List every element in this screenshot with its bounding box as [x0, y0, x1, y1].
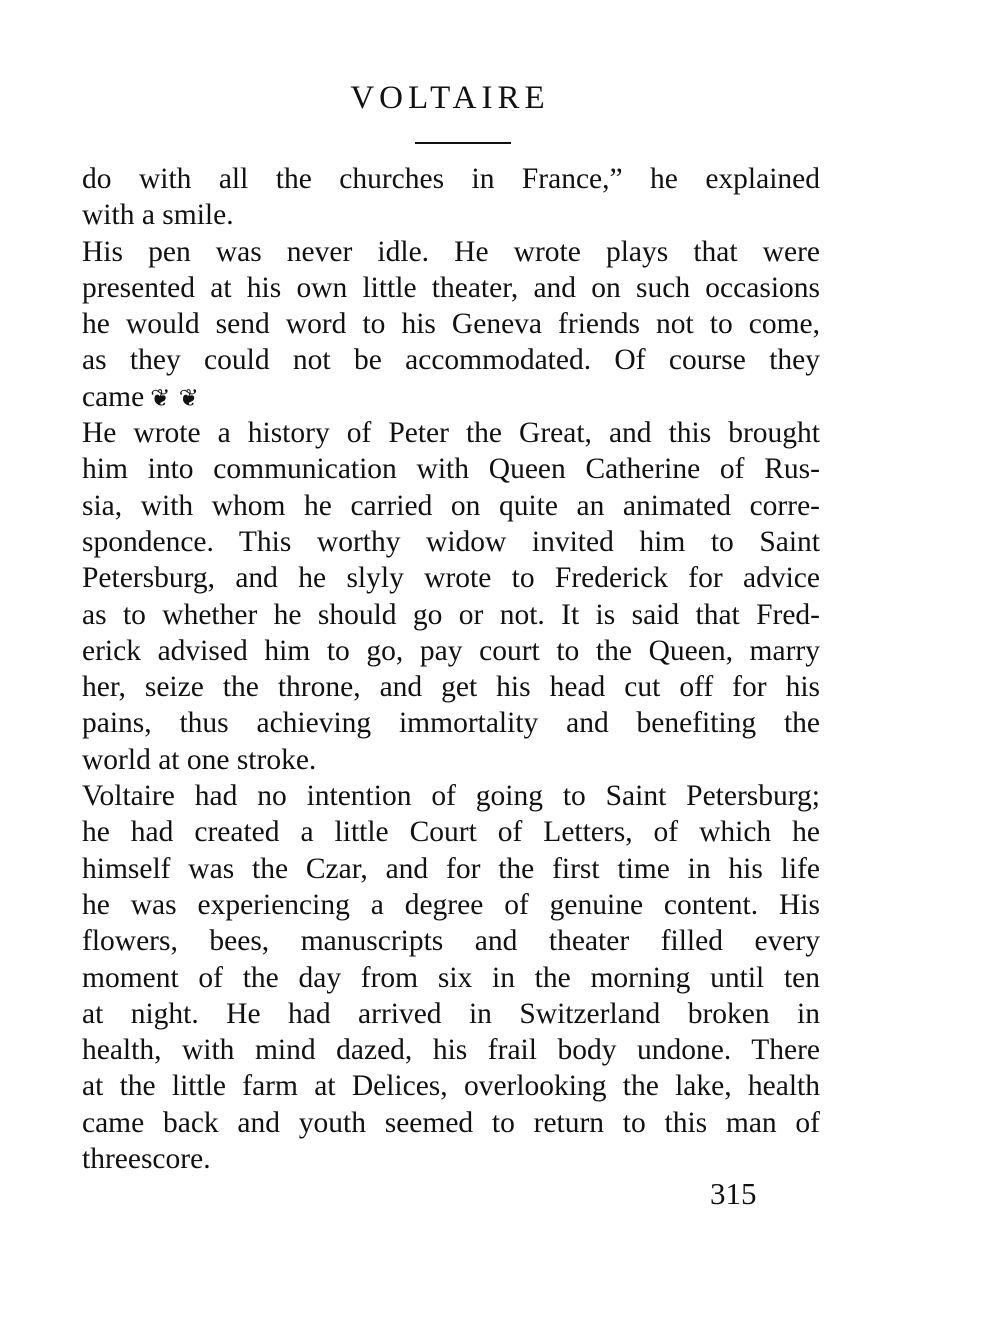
text-line [82, 1141, 820, 1177]
text-line [82, 1032, 820, 1068]
text-line-content: health, with mind dazed, his frail body undone. There [82, 1034, 820, 1067]
text-line [82, 270, 820, 306]
text-line-content: with a smile. [82, 199, 234, 232]
text-line-content: at night. He had arrived in Switzerland broken in [82, 997, 820, 1030]
text-line [82, 597, 820, 633]
text-line [82, 1105, 820, 1141]
text-line [82, 996, 820, 1032]
text-line [82, 887, 820, 923]
header-rule [415, 142, 511, 144]
page-number: 315 [710, 1176, 757, 1211]
text-line-content: erick advised him to go, pay court to the Queen, marry [82, 634, 820, 667]
text-line-content: himself was the Czar, and for the first time in his life [82, 852, 820, 885]
text-line-content: he was experiencing a degree of genuine content. His [82, 888, 820, 921]
text-line-content: him into communication with Queen Catherine of Rus- [82, 453, 820, 486]
text-line-content: do with all the churches in France,” he explained [82, 163, 820, 195]
text-line [82, 1068, 820, 1104]
text-line-content: he had created a little Court of Letters, of which he [82, 816, 820, 849]
text-line [82, 814, 820, 850]
text-line [82, 161, 820, 197]
text-line-content: pains, thus achieving immortality and benefiting the [82, 707, 820, 740]
text-line [82, 197, 820, 233]
fleuron-ornament-icon: ❦ ❦ [150, 383, 199, 412]
text-line-content: spondence. This worthy widow invited him to Saint [82, 525, 820, 558]
text-line-content: presented at his own little theater, and on such occasions [82, 271, 820, 304]
text-line [82, 705, 820, 741]
text-line [82, 742, 820, 778]
text-line [82, 669, 820, 705]
text-line [82, 415, 820, 451]
text-line-content: world at one stroke. [82, 743, 317, 776]
text-line [82, 633, 820, 669]
text-line [82, 488, 820, 524]
text-line [82, 778, 820, 814]
text-line-content: His pen was never idle. He wrote plays that were [82, 235, 820, 268]
text-line-content: He wrote a history of Peter the Great, and this brought [82, 417, 820, 450]
running-header: VOLTAIRE [350, 80, 550, 116]
text-line [82, 306, 820, 342]
text-line [82, 379, 820, 415]
text-line [82, 342, 820, 378]
text-line [82, 524, 820, 560]
text-line-content: came back and youth seemed to return to this man of [82, 1106, 820, 1139]
text-line [82, 851, 820, 887]
text-line-content: he would send word to his Geneva friends not to come, [82, 308, 820, 341]
text-line [82, 560, 820, 596]
text-line-content: at the little farm at Delices, overlooking the lake, health [82, 1070, 820, 1103]
text-line-content: Voltaire had no intention of going to Saint Petersburg; [82, 780, 820, 813]
text-line [82, 451, 820, 487]
text-line-content: her, seize the throne, and get his head cut off for his [82, 671, 820, 704]
text-line [82, 960, 820, 996]
text-line-content: as they could not be accommodated. Of course they [82, 344, 820, 377]
text-line-content: moment of the day from six in the morning until ten [82, 961, 820, 994]
text-line-content: came [82, 380, 145, 413]
text-line [82, 234, 820, 270]
text-line-content: sia, with whom he carried on quite an animated corre- [82, 489, 820, 522]
text-line-content: as to whether he should go or not. It is said that Fred- [82, 598, 820, 631]
text-line-content: Petersburg, and he slyly wrote to Frederick for advice [82, 562, 820, 595]
body-text [82, 161, 820, 1177]
text-line-content: threescore. [82, 1143, 211, 1176]
text-line [82, 923, 820, 959]
text-line-content: flowers, bees, manuscripts and theater filled every [82, 925, 820, 958]
